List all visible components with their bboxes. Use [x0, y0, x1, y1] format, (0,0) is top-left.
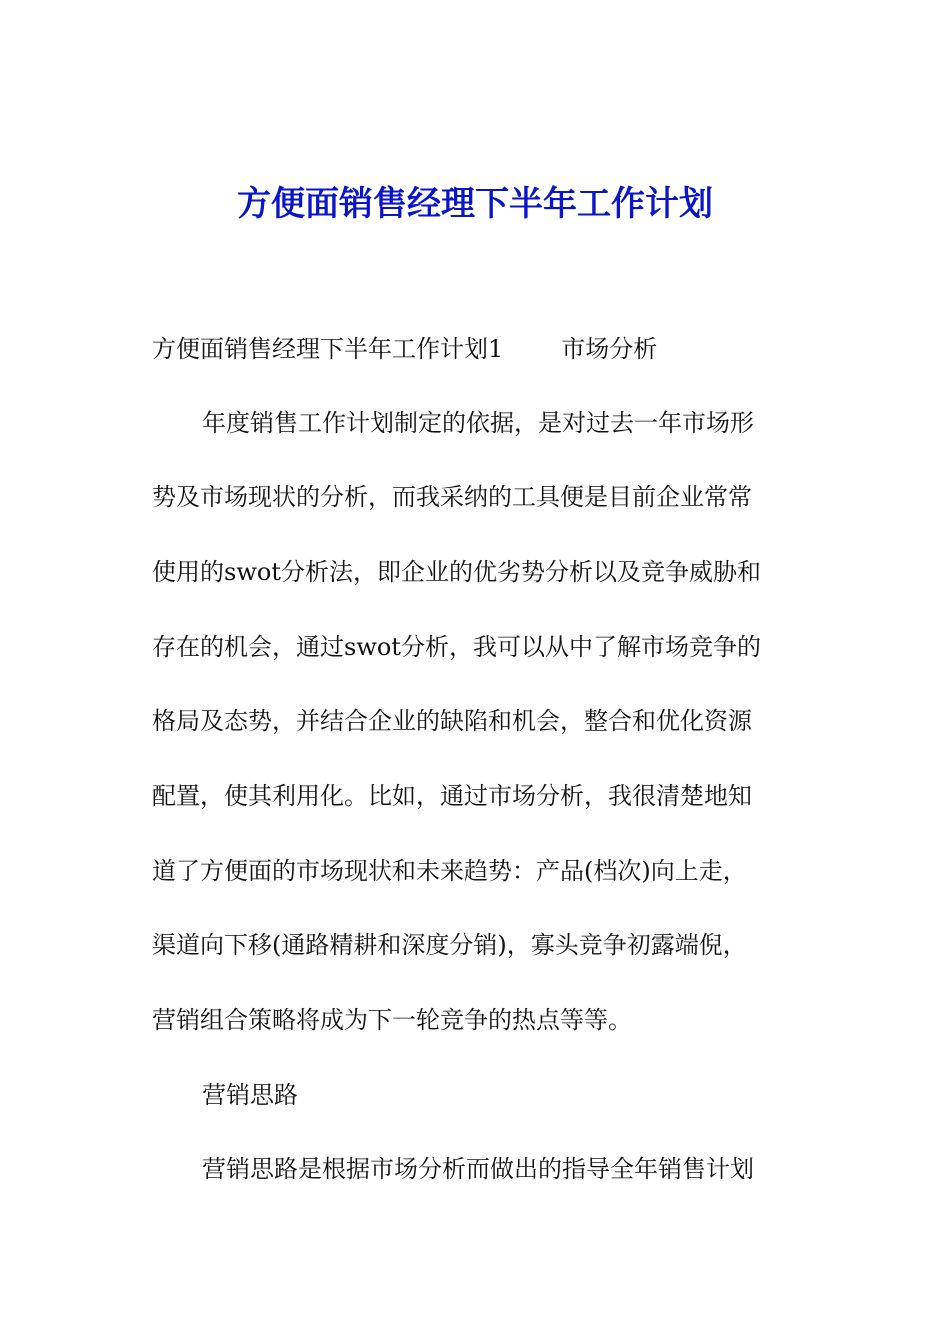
paragraph-line: 使用的swot分析法，即企业的优劣势分析以及竞争威胁和 [152, 558, 761, 586]
paragraph-line: 营销思路是根据市场分析而做出的指导全年销售计划 [202, 1155, 754, 1183]
section-heading: 营销思路 [202, 1081, 298, 1109]
heading-plan-title: 方便面销售经理下半年工作计划1 [152, 335, 504, 363]
paragraph-line: 渠道向下移(通路精耕和深度分销)，寡头竞争初露端倪， [152, 931, 747, 959]
heading-section-title: 市场分析 [561, 335, 658, 363]
paragraph-line: 势及市场现状的分析，而我采纳的工具便是目前企业常常 [152, 483, 752, 511]
paragraph-line: 营销组合策略将成为下一轮竞争的热点等等。 [152, 1006, 632, 1034]
paragraph-line: 道了方便面的市场现状和未来趋势：产品(档次)向上走， [152, 857, 747, 885]
paragraph-line: 配置，使其利用化。比如，通过市场分析，我很清楚地知 [152, 782, 752, 810]
document-title: 方便面销售经理下半年工作计划 [237, 184, 713, 224]
paragraph-line: 年度销售工作计划制定的依据，是对过去一年市场形 [202, 409, 754, 437]
paragraph-line: 格局及态势，并结合企业的缺陷和机会，整合和优化资源 [152, 707, 752, 735]
heading-line [152, 332, 657, 366]
paragraph-line: 存在的机会，通过swot分析，我可以从中了解市场竞争的 [152, 633, 761, 661]
